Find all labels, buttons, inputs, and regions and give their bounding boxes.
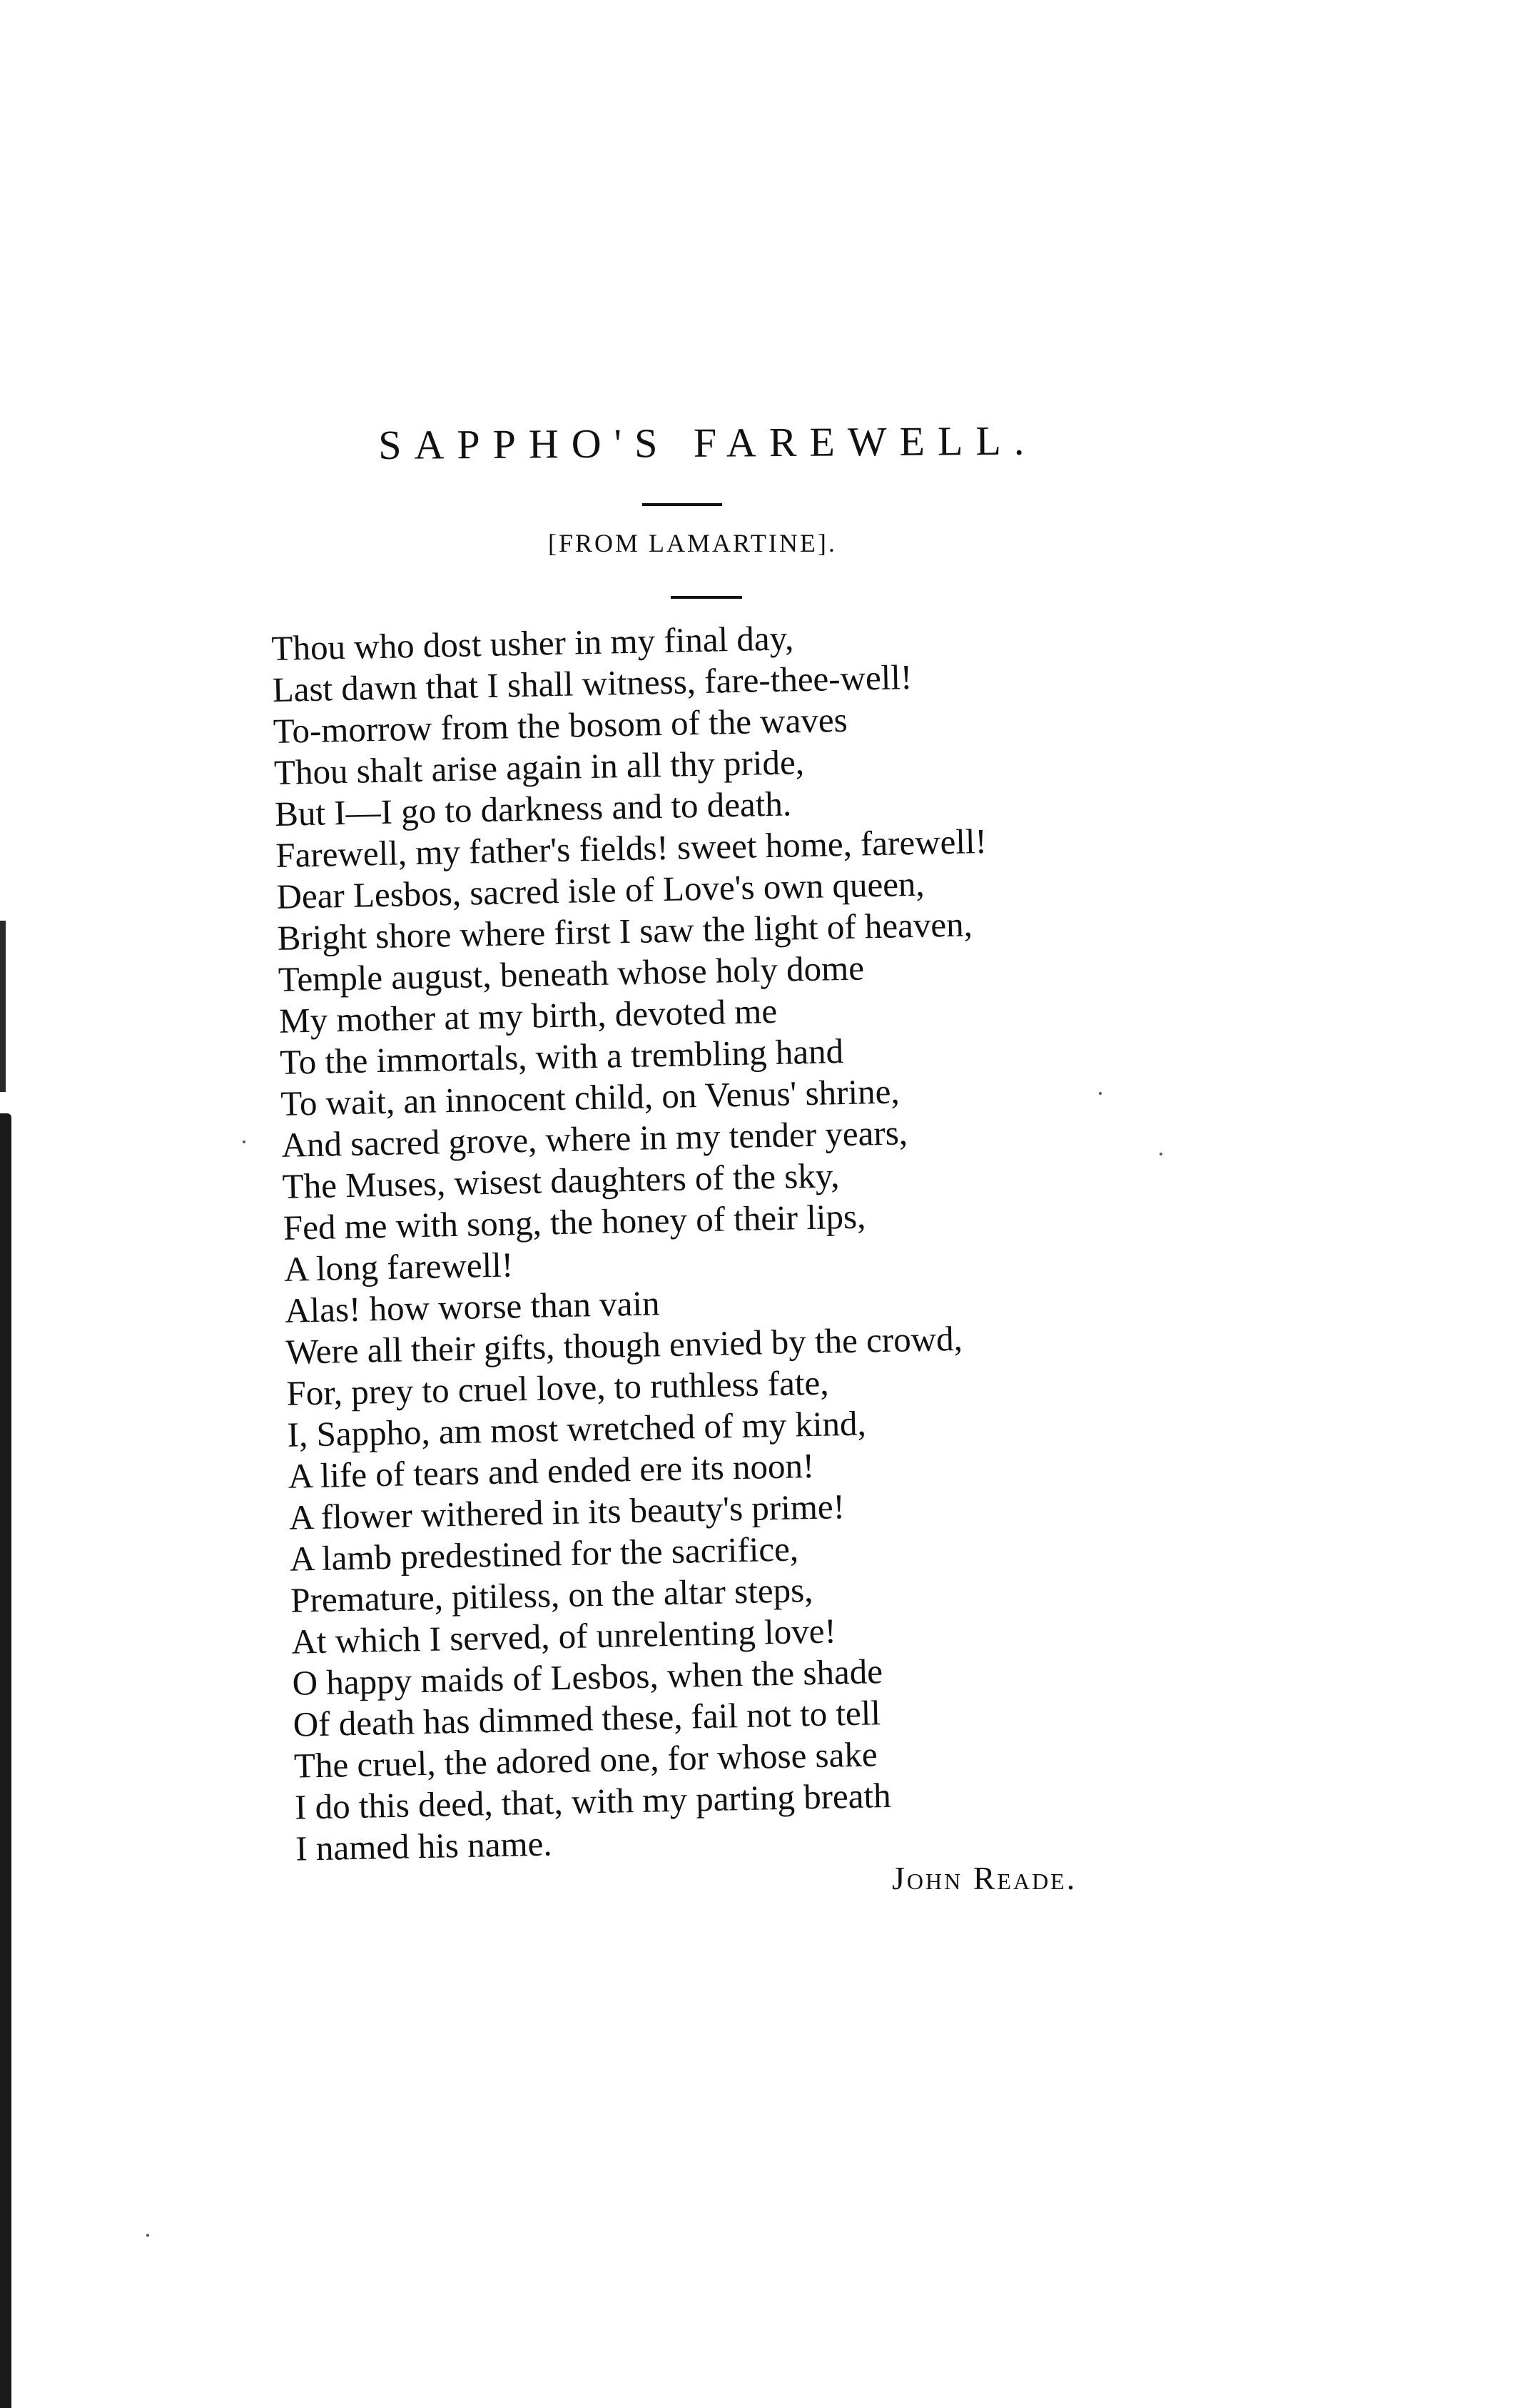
poem-line: Thou who dost usher in my final day, (271, 618, 794, 668)
binding-shadow-upper (0, 921, 6, 1092)
poem-line: Were all their gifts, though envied by the crowd, (285, 1318, 963, 1372)
binding-shadow (0, 1113, 11, 2408)
poem-body (271, 609, 1267, 1870)
poem-source: [FROM LAMARTINE]. (548, 529, 837, 557)
scan-speck (146, 2234, 149, 2237)
poem-line: A lamb predestined for the sacrifice, (289, 1529, 799, 1579)
poem-line: Premature, pitiless, on the altar steps, (290, 1570, 813, 1620)
scan-speck (1160, 1153, 1162, 1155)
poem-line: The Muses, wisest daughters of the sky, (282, 1155, 840, 1206)
poem-line: I named his name. (295, 1823, 553, 1868)
poem-line: Of death has dimmed these, fail not to tell (293, 1693, 881, 1744)
source-rule (671, 596, 742, 599)
poem-line: At which I served, of unrelenting love! (290, 1611, 837, 1661)
poem-line: And sacred grove, where in my tender years, (280, 1113, 908, 1165)
poem-line: A flower withered in its beauty's prime! (288, 1487, 846, 1537)
poem-line: Thou shalt arise again in all thy pride, (273, 742, 805, 792)
poem-line: For, prey to cruel love, to ruthless fate, (285, 1362, 829, 1413)
poem-author: John Reade. (892, 1860, 1077, 1896)
poem-line: A long farewell! (283, 1245, 514, 1289)
poem-line: But I—I go to darkness and to death. (274, 784, 792, 834)
poem-title: SAPPHO'S FAREWELL. (378, 417, 1038, 468)
poem-line: Fed me with song, the honey of their lips, (283, 1196, 866, 1248)
poem-line: To the immortals, with a trembling hand (279, 1031, 844, 1082)
poem-line: Last dawn that I shall witness, fare-thee-well! (272, 657, 913, 709)
poem-line: Temple august, beneath whose holy dome (278, 948, 865, 999)
poem-line: Farewell, my father's fields! sweet home, farewell! (275, 821, 988, 875)
poem-line: O happy maids of Lesbos, when the shade (292, 1651, 883, 1703)
poem-line: A life of tears and ended ere its noon! (288, 1445, 815, 1496)
poem-line: My mother at my birth, devoted me (278, 991, 778, 1041)
scan-speck (1099, 1092, 1102, 1095)
poem-line: Alas! how worse than vain (284, 1283, 660, 1330)
poem-line: I, Sappho, am most wretched of my kind, (287, 1403, 867, 1455)
scan-speck (243, 1140, 245, 1143)
poem-line: I do this deed, that, with my parting breath (294, 1775, 892, 1827)
poem-line: To wait, an innocent child, on Venus' shrine, (280, 1071, 900, 1123)
title-rule (642, 503, 722, 506)
poem-line: To-morrow from the bosom of the waves (273, 699, 848, 751)
poem-line: Bright shore where first I saw the light of heaven, (277, 904, 973, 958)
poem-line: Dear Lesbos, sacred isle of Love's own queen, (276, 864, 925, 916)
poem-line: The cruel, the adored one, for whose sake (293, 1734, 878, 1786)
